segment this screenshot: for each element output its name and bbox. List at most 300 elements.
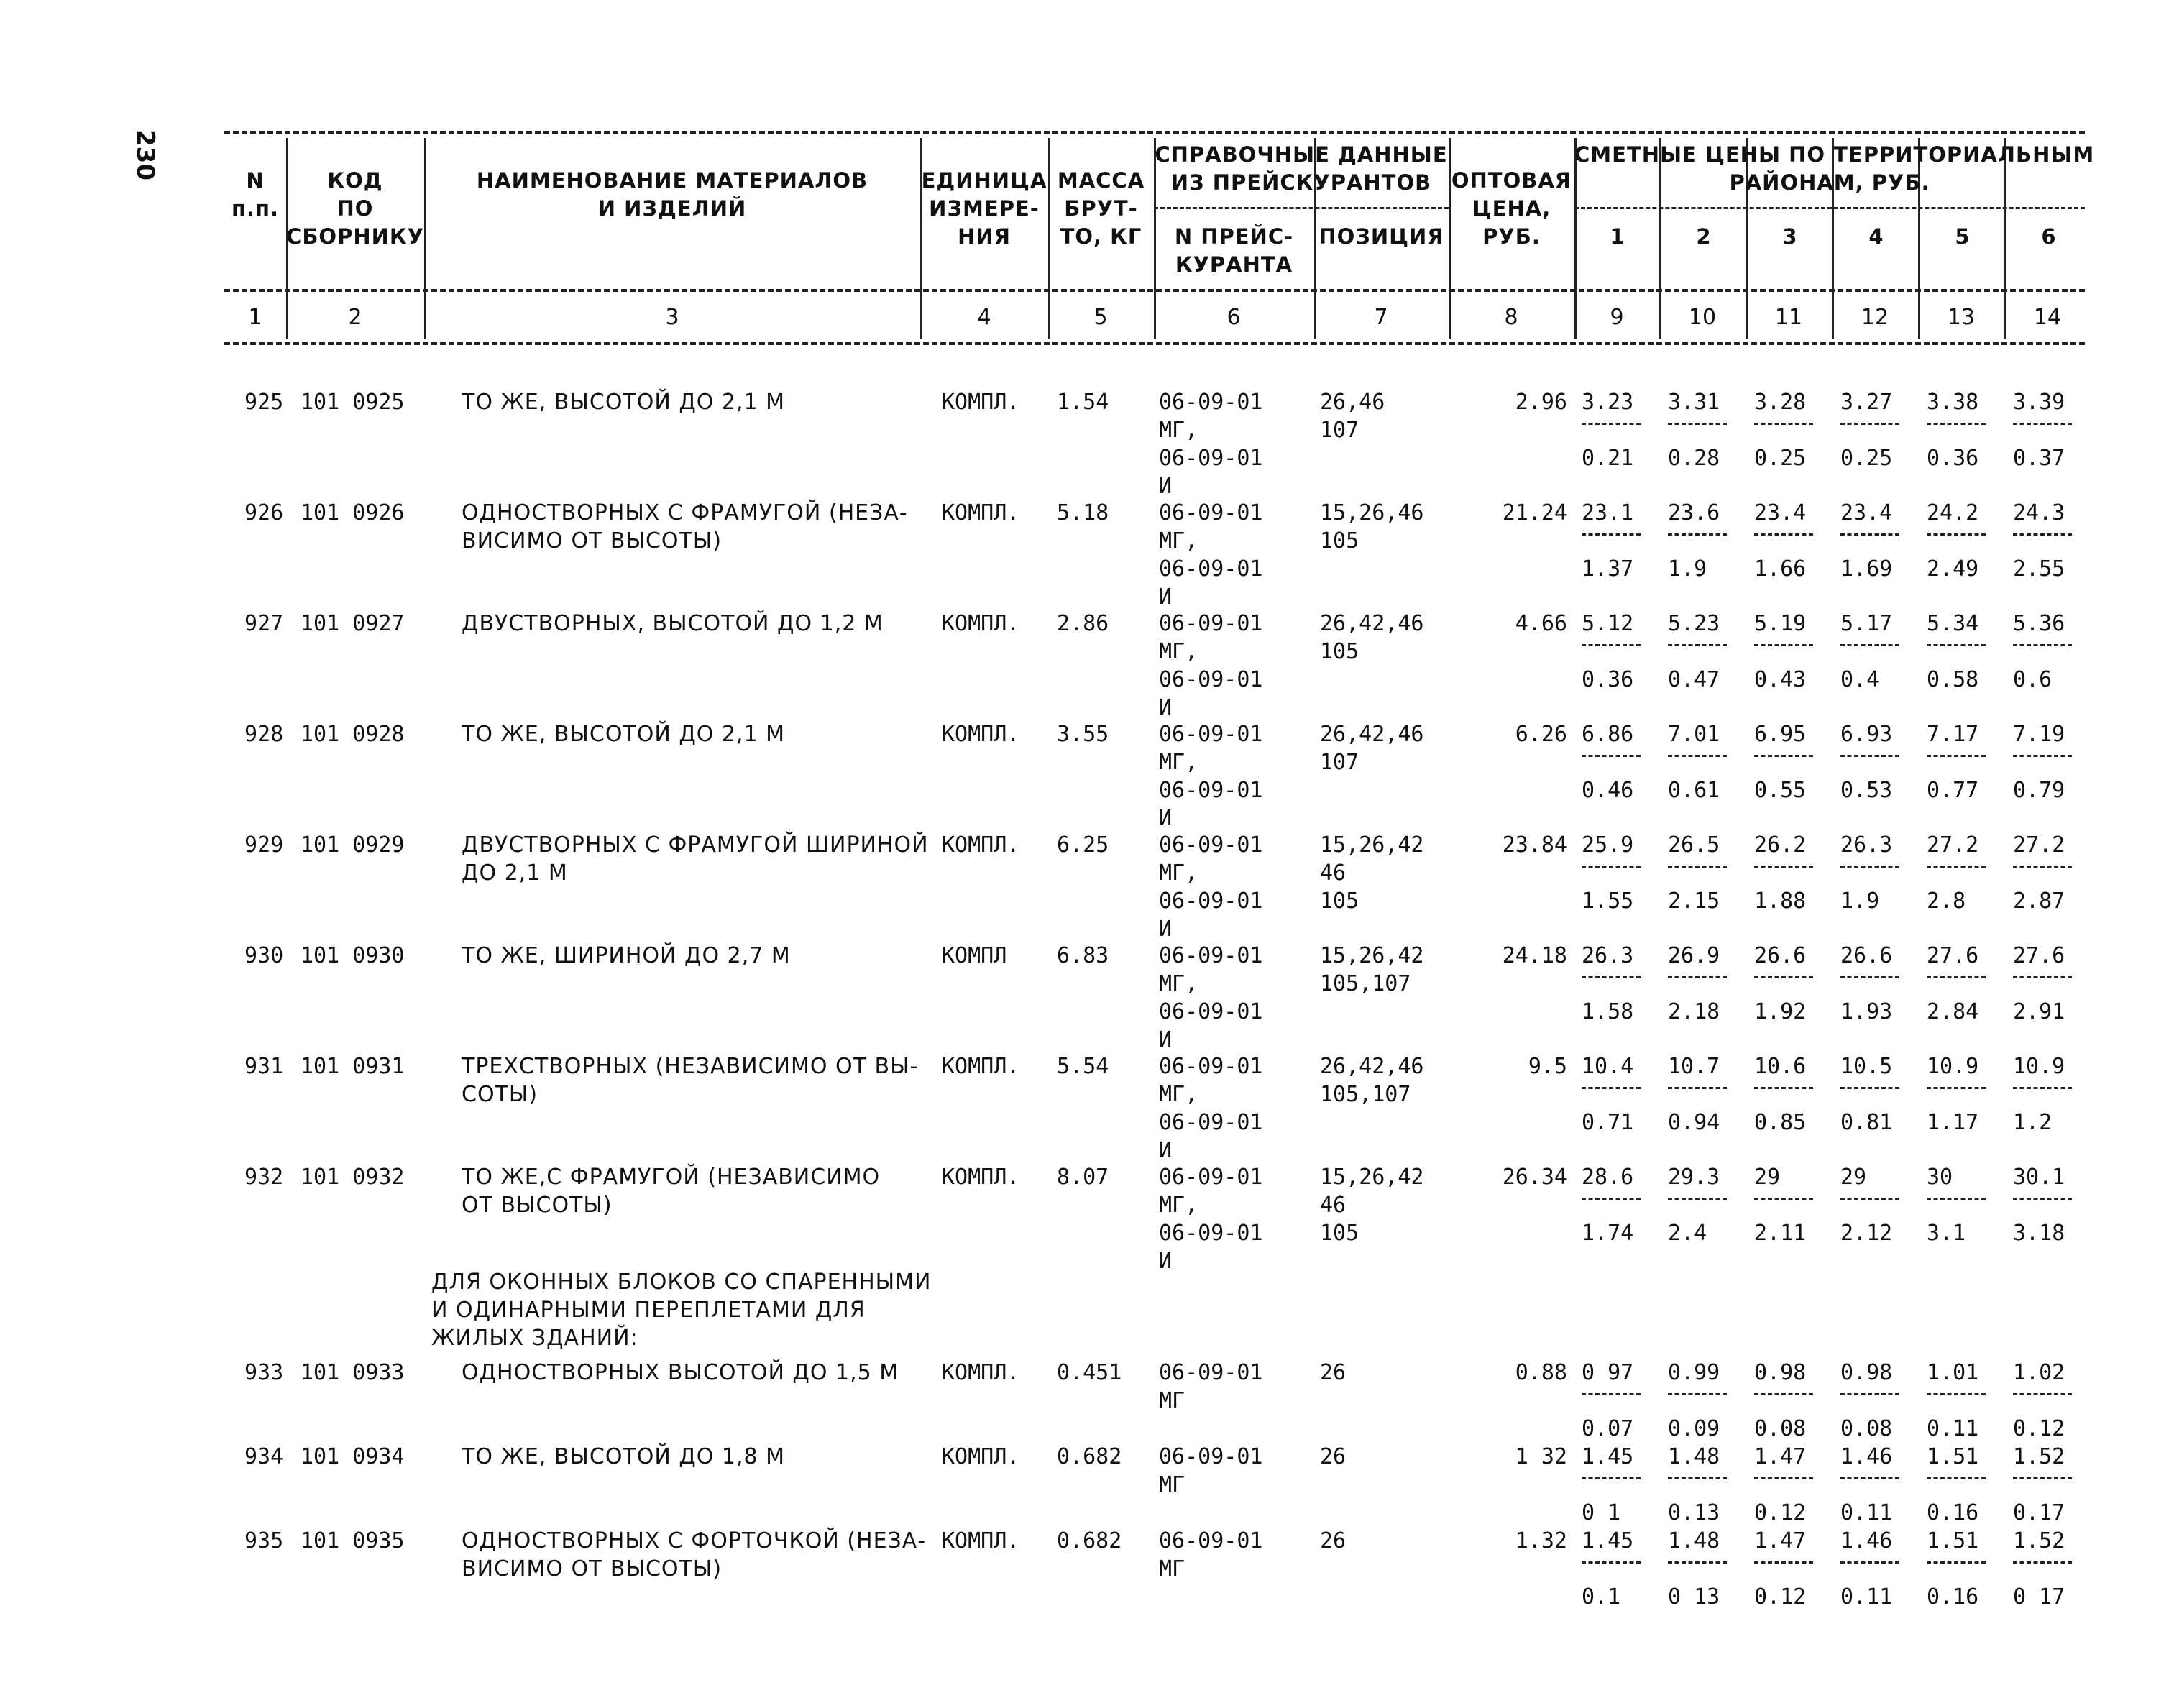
price-fraction-line: [1840, 755, 1899, 757]
row-estimate-bottom: 1.17: [1927, 1110, 1979, 1135]
price-fraction-line: [1668, 1198, 1727, 1200]
row-estimate-bottom: 2.18: [1668, 999, 1720, 1024]
row-estimate-top: 7.17: [1927, 722, 1979, 747]
row-estimate-bottom: 1.74: [1582, 1221, 1634, 1246]
price-fraction-line: [1668, 423, 1727, 425]
row-estimate-bottom: 0.58: [1927, 667, 1979, 692]
row-estimate-top: 30.1: [2013, 1165, 2065, 1190]
row-estimate-top: 10.6: [1754, 1054, 1807, 1079]
row-estimate-bottom: 0.46: [1582, 778, 1634, 803]
row-estimate-top: 5.17: [1840, 611, 1893, 636]
row-unit: КОМПЛ.: [942, 1054, 1020, 1079]
row-estimate-bottom: 0.28: [1668, 446, 1720, 471]
row-estimate-top: 26.2: [1754, 832, 1807, 858]
row-estimate-bottom: 0.43: [1754, 667, 1807, 692]
header-region-2: 2: [1696, 224, 1712, 249]
row-mass: 1.54: [1057, 390, 1109, 415]
row-number: 930: [244, 943, 284, 968]
row-unit: КОМПЛ.: [942, 1444, 1020, 1469]
row-pricelist: 06-09-01 МГ, 06-09-01 И: [1159, 390, 1263, 499]
row-estimate-top: 1.46: [1840, 1528, 1893, 1553]
row-estimate-top: 27.2: [2013, 832, 2065, 858]
row-estimate-top: 1.02: [2013, 1360, 2065, 1385]
row-estimate-bottom: 0.25: [1754, 446, 1807, 471]
row-pricelist: 06-09-01 МГ, 06-09-01 И: [1159, 611, 1263, 720]
header-colnum-2: 2: [348, 305, 362, 330]
row-estimate-bottom: 1.93: [1840, 999, 1893, 1024]
row-mass: 6.25: [1057, 832, 1109, 858]
header-price-rule: [1574, 207, 2085, 209]
row-estimate-bottom: 0.4: [1840, 667, 1880, 692]
price-fraction-line: [2013, 755, 2072, 757]
row-estimate-top: 5.36: [2013, 611, 2065, 636]
header-top-rule: [224, 131, 2085, 134]
row-estimate-bottom: 0.16: [1927, 1584, 1979, 1610]
row-mass: 8.07: [1057, 1165, 1109, 1190]
price-fraction-line: [1927, 866, 1986, 868]
row-estimate-top: 25.9: [1582, 832, 1634, 858]
row-estimate-top: 1.51: [1927, 1444, 1979, 1469]
row-estimate-bottom: 0.13: [1668, 1500, 1720, 1525]
row-number: 932: [244, 1165, 284, 1190]
row-estimate-bottom: 0.71: [1582, 1110, 1634, 1135]
price-fraction-line: [1927, 533, 1986, 536]
row-code: 101 0927: [301, 611, 405, 636]
row-code: 101 0926: [301, 500, 405, 525]
price-fraction-line: [1927, 644, 1986, 646]
row-estimate-top: 26.5: [1668, 832, 1720, 858]
row-estimate-bottom: 0.09: [1668, 1416, 1720, 1441]
price-fraction-line: [1754, 1198, 1813, 1200]
row-number: 929: [244, 832, 284, 858]
row-estimate-bottom: 1.58: [1582, 999, 1634, 1024]
price-fraction-line: [2013, 423, 2072, 425]
price-fraction-line: [1840, 1198, 1899, 1200]
row-estimate-bottom: 3.18: [2013, 1221, 2065, 1246]
price-fraction-line: [1927, 1393, 1986, 1395]
section-title: ДЛЯ ОКОННЫХ БЛОКОВ СО СПАРЕННЫМИ И ОДИНАРНЫМИ ПЕРЕПЛЕТАМИ ДЛЯ ЖИЛЫХ ЗДАНИЙ:: [431, 1269, 932, 1351]
row-mass: 5.54: [1057, 1054, 1109, 1079]
row-pricelist: 06-09-01 МГ: [1159, 1528, 1263, 1581]
row-mass: 0.682: [1057, 1444, 1122, 1469]
row-number: 934: [244, 1444, 284, 1469]
row-name: ОДНОСТВОРНЫХ С ФРАМУГОЙ (НЕЗА- ВИСИМО ОТ ВЫСОТЫ): [462, 500, 908, 554]
price-fraction-line: [1582, 644, 1641, 646]
header-colnum-12: 12: [1861, 305, 1889, 330]
row-estimate-top: 6.93: [1840, 722, 1893, 747]
row-mass: 2.86: [1057, 611, 1109, 636]
price-fraction-line: [1840, 976, 1899, 978]
row-wholesale: 2.96: [1515, 390, 1567, 415]
price-fraction-line: [2013, 533, 2072, 536]
price-fraction-line: [2013, 1477, 2072, 1479]
row-estimate-top: 1.46: [1840, 1444, 1893, 1469]
price-fraction-line: [2013, 644, 2072, 646]
row-estimate-top: 26.6: [1754, 943, 1807, 968]
row-estimate-bottom: 0.36: [1582, 667, 1634, 692]
row-estimate-top: 26.9: [1668, 943, 1720, 968]
row-number: 931: [244, 1054, 284, 1079]
row-estimate-bottom: 0.61: [1668, 778, 1720, 803]
price-fraction-line: [1927, 755, 1986, 757]
row-name: ТО ЖЕ, ШИРИНОЙ ДО 2,7 М: [462, 943, 791, 968]
row-estimate-bottom: 1.2: [2013, 1110, 2053, 1135]
price-fraction-line: [1840, 533, 1899, 536]
header-region-6: 6: [2041, 224, 2057, 249]
row-pricelist: 06-09-01 МГ: [1159, 1444, 1263, 1497]
header-colnum-7: 7: [1374, 305, 1388, 330]
row-estimate-top: 27.2: [1927, 832, 1979, 858]
price-fraction-line: [1668, 866, 1727, 868]
row-estimate-bottom: 1.37: [1582, 556, 1634, 582]
row-estimate-bottom: 3.1: [1927, 1221, 1966, 1246]
row-estimate-top: 1.01: [1927, 1360, 1979, 1385]
price-fraction-line: [1582, 1561, 1641, 1564]
row-estimate-bottom: 2.15: [1668, 889, 1720, 914]
row-estimate-bottom: 1.69: [1840, 556, 1893, 582]
row-estimate-bottom: 0.77: [1927, 778, 1979, 803]
row-wholesale: 9.5: [1528, 1054, 1567, 1079]
row-estimate-top: 10.9: [1927, 1054, 1979, 1079]
price-fraction-line: [1754, 866, 1813, 868]
row-wholesale: 6.26: [1515, 722, 1567, 747]
row-estimate-bottom: 2.8: [1927, 889, 1966, 914]
row-name: ОДНОСТВОРНЫХ ВЫСОТОЙ ДО 1,5 М: [462, 1360, 899, 1385]
row-pricelist: 06-09-01 МГ, 06-09-01 И: [1159, 722, 1263, 831]
header-col-unit: ЕДИНИЦА ИЗМЕРЕ- НИЯ: [921, 168, 1047, 249]
row-pricelist: 06-09-01 МГ, 06-09-01 И: [1159, 1165, 1263, 1274]
price-fraction-line: [1582, 533, 1641, 536]
row-position: 15,26,46 105: [1320, 500, 1424, 554]
header-col-pricelist: N ПРЕЙС- КУРАНТА: [1174, 224, 1294, 277]
row-estimate-bottom: 2.87: [2013, 889, 2065, 914]
row-estimate-top: 10.7: [1668, 1054, 1720, 1079]
price-fraction-line: [1582, 1087, 1641, 1089]
row-estimate-top: 5.19: [1754, 611, 1807, 636]
header-ref-group: СПРАВОЧНЫЕ ДАННЫЕ ИЗ ПРЕЙСКУРАНТОВ: [1155, 142, 1448, 195]
row-estimate-top: 24.2: [1927, 500, 1979, 525]
row-estimate-top: 23.4: [1754, 500, 1807, 525]
row-estimate-top: 26.6: [1840, 943, 1893, 968]
row-position: 26,42,46 107: [1320, 722, 1424, 775]
price-fraction-line: [1840, 1477, 1899, 1479]
price-fraction-line: [2013, 1087, 2072, 1089]
row-estimate-top: 3.28: [1754, 390, 1807, 415]
row-estimate-top: 1.51: [1927, 1528, 1979, 1553]
row-estimate-bottom: 0.53: [1840, 778, 1893, 803]
row-code: 101 0932: [301, 1165, 405, 1190]
row-unit: КОМПЛ.: [942, 500, 1020, 525]
row-mass: 3.55: [1057, 722, 1109, 747]
row-estimate-bottom: 1.88: [1754, 889, 1807, 914]
row-estimate-bottom: 0.08: [1754, 1416, 1807, 1441]
row-estimate-top: 5.12: [1582, 611, 1634, 636]
price-fraction-line: [1582, 1393, 1641, 1395]
row-wholesale: 26.34: [1502, 1165, 1567, 1190]
row-code: 101 0925: [301, 390, 405, 415]
row-estimate-bottom: 2.49: [1927, 556, 1979, 582]
row-estimate-bottom: 0.37: [2013, 446, 2065, 471]
row-estimate-top: 0 97: [1582, 1360, 1634, 1385]
price-fraction-line: [1754, 423, 1813, 425]
row-estimate-top: 5.23: [1668, 611, 1720, 636]
row-estimate-top: 1.52: [2013, 1444, 2065, 1469]
row-estimate-bottom: 0.85: [1754, 1110, 1807, 1135]
row-estimate-top: 1.47: [1754, 1444, 1807, 1469]
row-estimate-top: 3.39: [2013, 390, 2065, 415]
row-mass: 0.682: [1057, 1528, 1122, 1553]
row-estimate-top: 1.48: [1668, 1528, 1720, 1553]
header-colnum-4: 4: [977, 305, 991, 330]
row-estimate-top: 10.5: [1840, 1054, 1893, 1079]
row-estimate-bottom: 0 1: [1582, 1500, 1621, 1525]
header-colnum-10: 10: [1688, 305, 1717, 330]
price-fraction-line: [1668, 533, 1727, 536]
row-estimate-bottom: 0.81: [1840, 1110, 1893, 1135]
page-number: 230: [131, 129, 160, 180]
row-estimate-bottom: 0 17: [2013, 1584, 2065, 1610]
header-col-name: НАИМЕНОВАНИЕ МАТЕРИАЛОВ И ИЗДЕЛИЙ: [476, 168, 868, 221]
row-estimate-top: 0.98: [1840, 1360, 1893, 1385]
row-estimate-bottom: 2.84: [1927, 999, 1979, 1024]
row-position: 26,46 107: [1320, 390, 1385, 443]
row-code: 101 0934: [301, 1444, 405, 1469]
header-colnum-8: 8: [1504, 305, 1518, 330]
header-colnum-6: 6: [1226, 305, 1241, 330]
price-fraction-line: [1840, 1087, 1899, 1089]
row-name: ТО ЖЕ, ВЫСОТОЙ ДО 2,1 М: [462, 390, 786, 415]
price-fraction-line: [1840, 866, 1899, 868]
price-fraction-line: [1927, 1198, 1986, 1200]
row-estimate-top: 24.3: [2013, 500, 2065, 525]
row-name: ТРЕХСТВОРНЫХ (НЕЗАВИСИМО ОТ ВЫ- СОТЫ): [462, 1054, 919, 1107]
price-fraction-line: [1582, 1198, 1641, 1200]
row-pricelist: 06-09-01 МГ, 06-09-01 И: [1159, 500, 1263, 610]
row-code: 101 0931: [301, 1054, 405, 1079]
row-position: 26,42,46 105,107: [1320, 1054, 1424, 1107]
price-fraction-line: [2013, 1561, 2072, 1564]
row-code: 101 0928: [301, 722, 405, 747]
price-fraction-line: [1927, 976, 1986, 978]
row-position: 26: [1320, 1444, 1347, 1469]
price-fraction-line: [1668, 644, 1727, 646]
row-pricelist: 06-09-01 МГ, 06-09-01 И: [1159, 943, 1263, 1052]
row-estimate-bottom: 0.08: [1840, 1416, 1893, 1441]
header-colnum-9: 9: [1610, 305, 1624, 330]
price-fraction-line: [1840, 423, 1899, 425]
row-number: 935: [244, 1528, 284, 1553]
price-fraction-line: [1668, 1561, 1727, 1564]
price-fraction-line: [1754, 533, 1813, 536]
row-estimate-top: 6.86: [1582, 722, 1634, 747]
row-unit: КОМПЛ.: [942, 832, 1020, 858]
row-estimate-top: 7.19: [2013, 722, 2065, 747]
row-estimate-bottom: 0.11: [1840, 1584, 1893, 1610]
row-name: ТО ЖЕ, ВЫСОТОЙ ДО 1,8 М: [462, 1444, 786, 1469]
price-fraction-line: [1668, 1087, 1727, 1089]
row-estimate-bottom: 2.11: [1754, 1221, 1807, 1246]
header-colnum-3: 3: [665, 305, 679, 330]
row-estimate-top: 0.99: [1668, 1360, 1720, 1385]
row-estimate-top: 30: [1927, 1165, 1953, 1190]
row-estimate-top: 3.27: [1840, 390, 1893, 415]
row-pricelist: 06-09-01 МГ, 06-09-01 И: [1159, 1054, 1263, 1163]
header-region-1: 1: [1610, 224, 1625, 249]
header-ref-rule: [1154, 207, 1449, 209]
price-fraction-line: [1582, 976, 1641, 978]
row-unit: КОМПЛ: [942, 943, 1007, 968]
row-code: 101 0930: [301, 943, 405, 968]
price-fraction-line: [1927, 1561, 1986, 1564]
price-fraction-line: [1668, 1393, 1727, 1395]
row-unit: КОМПЛ.: [942, 390, 1020, 415]
row-unit: КОМПЛ.: [942, 722, 1020, 747]
header-colnum-1: 1: [248, 305, 262, 330]
row-unit: КОМПЛ.: [942, 1165, 1020, 1190]
price-fraction-line: [1668, 1477, 1727, 1479]
row-wholesale: 1.32: [1515, 1528, 1567, 1553]
row-estimate-top: 1.48: [1668, 1444, 1720, 1469]
row-name: ОДНОСТВОРНЫХ С ФОРТОЧКОЙ (НЕЗА- ВИСИМО ОТ ВЫСОТЫ): [462, 1528, 927, 1581]
row-estimate-top: 3.31: [1668, 390, 1720, 415]
row-position: 15,26,42 105,107: [1320, 943, 1424, 996]
row-estimate-top: 1.45: [1582, 1444, 1634, 1469]
row-estimate-bottom: 2.55: [2013, 556, 2065, 582]
header-colnum-13: 13: [1947, 305, 1976, 330]
row-estimate-top: 23.1: [1582, 500, 1634, 525]
row-estimate-top: 29: [1754, 1165, 1781, 1190]
price-fraction-line: [1754, 1561, 1813, 1564]
header-price-group: СМЕТНЫЕ ЦЕНЫ ПО ТЕРРИТОРИАЛЬНЫМ РАЙОНАМ, РУБ.: [1574, 142, 2095, 195]
row-estimate-top: 5.34: [1927, 611, 1979, 636]
row-estimate-top: 7.01: [1668, 722, 1720, 747]
header-region-4: 4: [1868, 224, 1884, 249]
header-col-number: N п.п.: [231, 168, 280, 221]
price-fraction-line: [1754, 755, 1813, 757]
row-estimate-bottom: 1.66: [1754, 556, 1807, 582]
row-estimate-bottom: 0.11: [1840, 1500, 1893, 1525]
row-code: 101 0935: [301, 1528, 405, 1553]
price-fraction-line: [1582, 423, 1641, 425]
row-estimate-top: 27.6: [1927, 943, 1979, 968]
row-code: 101 0929: [301, 832, 405, 858]
row-pricelist: 06-09-01 МГ, 06-09-01 И: [1159, 832, 1263, 942]
price-fraction-line: [1582, 866, 1641, 868]
row-mass: 0.451: [1057, 1360, 1122, 1385]
row-number: 928: [244, 722, 284, 747]
row-estimate-bottom: 0.47: [1668, 667, 1720, 692]
price-fraction-line: [1668, 976, 1727, 978]
row-estimate-bottom: 0.36: [1927, 446, 1979, 471]
row-position: 15,26,42 46 105: [1320, 1165, 1424, 1246]
row-name: ТО ЖЕ,С ФРАМУГОЙ (НЕЗАВИСИМО ОТ ВЫСОТЫ): [462, 1165, 881, 1218]
row-position: 15,26,42 46 105: [1320, 832, 1424, 914]
row-estimate-bottom: 0.12: [1754, 1584, 1807, 1610]
row-estimate-bottom: 1.9: [1840, 889, 1880, 914]
row-number: 927: [244, 611, 284, 636]
price-fraction-line: [2013, 976, 2072, 978]
row-estimate-bottom: 0.12: [2013, 1416, 2065, 1441]
row-number: 925: [244, 390, 284, 415]
row-mass: 5.18: [1057, 500, 1109, 525]
header-colnum-5: 5: [1093, 305, 1108, 330]
row-wholesale: 24.18: [1502, 943, 1567, 968]
price-fraction-line: [1582, 755, 1641, 757]
price-fraction-line: [1668, 755, 1727, 757]
row-wholesale: 0.88: [1515, 1360, 1567, 1385]
row-estimate-top: 1.52: [2013, 1528, 2065, 1553]
row-name: ДВУСТВОРНЫХ С ФРАМУГОЙ ШИРИНОЙ ДО 2,1 М: [462, 832, 929, 886]
row-estimate-bottom: 0 13: [1668, 1584, 1720, 1610]
row-estimate-bottom: 0.55: [1754, 778, 1807, 803]
header-region-3: 3: [1782, 224, 1798, 249]
price-fraction-line: [2013, 866, 2072, 868]
price-fraction-line: [2013, 1198, 2072, 1200]
header-col-code: КОД ПО СБОРНИКУ: [286, 168, 424, 249]
row-estimate-bottom: 0.25: [1840, 446, 1893, 471]
row-mass: 6.83: [1057, 943, 1109, 968]
header-region-5: 5: [1955, 224, 1971, 249]
row-estimate-top: 3.23: [1582, 390, 1634, 415]
header-col-wholesale: ОПТОВАЯ ЦЕНА, РУБ.: [1451, 168, 1572, 249]
row-estimate-top: 6.95: [1754, 722, 1807, 747]
row-estimate-top: 10.9: [2013, 1054, 2065, 1079]
price-fraction-line: [2013, 1393, 2072, 1395]
price-fraction-line: [1840, 644, 1899, 646]
header-colnum-14: 14: [2033, 305, 2062, 330]
row-number: 926: [244, 500, 284, 525]
header-colnum-11: 11: [1774, 305, 1803, 330]
price-fraction-line: [1754, 976, 1813, 978]
row-estimate-bottom: 0.21: [1582, 446, 1634, 471]
row-unit: КОМПЛ.: [942, 1528, 1020, 1553]
header-bottom-rule: [224, 342, 2085, 345]
row-estimate-bottom: 0.16: [1927, 1500, 1979, 1525]
row-name: ТО ЖЕ, ВЫСОТОЙ ДО 2,1 М: [462, 722, 786, 747]
row-estimate-top: 26.3: [1582, 943, 1634, 968]
row-name: ДВУСТВОРНЫХ, ВЫСОТОЙ ДО 1,2 М: [462, 611, 884, 636]
price-fraction-line: [1927, 1477, 1986, 1479]
row-position: 26: [1320, 1360, 1347, 1385]
row-estimate-bottom: 0.07: [1582, 1416, 1634, 1441]
price-fraction-line: [1754, 1087, 1813, 1089]
row-estimate-bottom: 0.94: [1668, 1110, 1720, 1135]
row-estimate-top: 29.3: [1668, 1165, 1720, 1190]
price-fraction-line: [1840, 1393, 1899, 1395]
price-fraction-line: [1754, 644, 1813, 646]
row-estimate-top: 28.6: [1582, 1165, 1634, 1190]
row-estimate-bottom: 2.4: [1668, 1221, 1707, 1246]
row-unit: КОМПЛ.: [942, 1360, 1020, 1385]
price-fraction-line: [1754, 1393, 1813, 1395]
row-estimate-bottom: 1.55: [1582, 889, 1634, 914]
row-estimate-top: 1.45: [1582, 1528, 1634, 1553]
price-fraction-line: [1582, 1477, 1641, 1479]
price-fraction-line: [1927, 423, 1986, 425]
row-wholesale: 21.24: [1502, 500, 1567, 525]
row-wholesale: 1 32: [1515, 1444, 1567, 1469]
row-estimate-top: 26.3: [1840, 832, 1893, 858]
row-estimate-bottom: 0.12: [1754, 1500, 1807, 1525]
header-col-mass: МАССА БРУТ- ТО, КГ: [1057, 168, 1145, 249]
row-position: 26,42,46 105: [1320, 611, 1424, 664]
price-fraction-line: [1927, 1087, 1986, 1089]
row-estimate-top: 1.47: [1754, 1528, 1807, 1553]
row-estimate-bottom: 0.17: [2013, 1500, 2065, 1525]
row-estimate-bottom: 0.1: [1582, 1584, 1621, 1610]
row-wholesale: 4.66: [1515, 611, 1567, 636]
row-estimate-top: 23.4: [1840, 500, 1893, 525]
